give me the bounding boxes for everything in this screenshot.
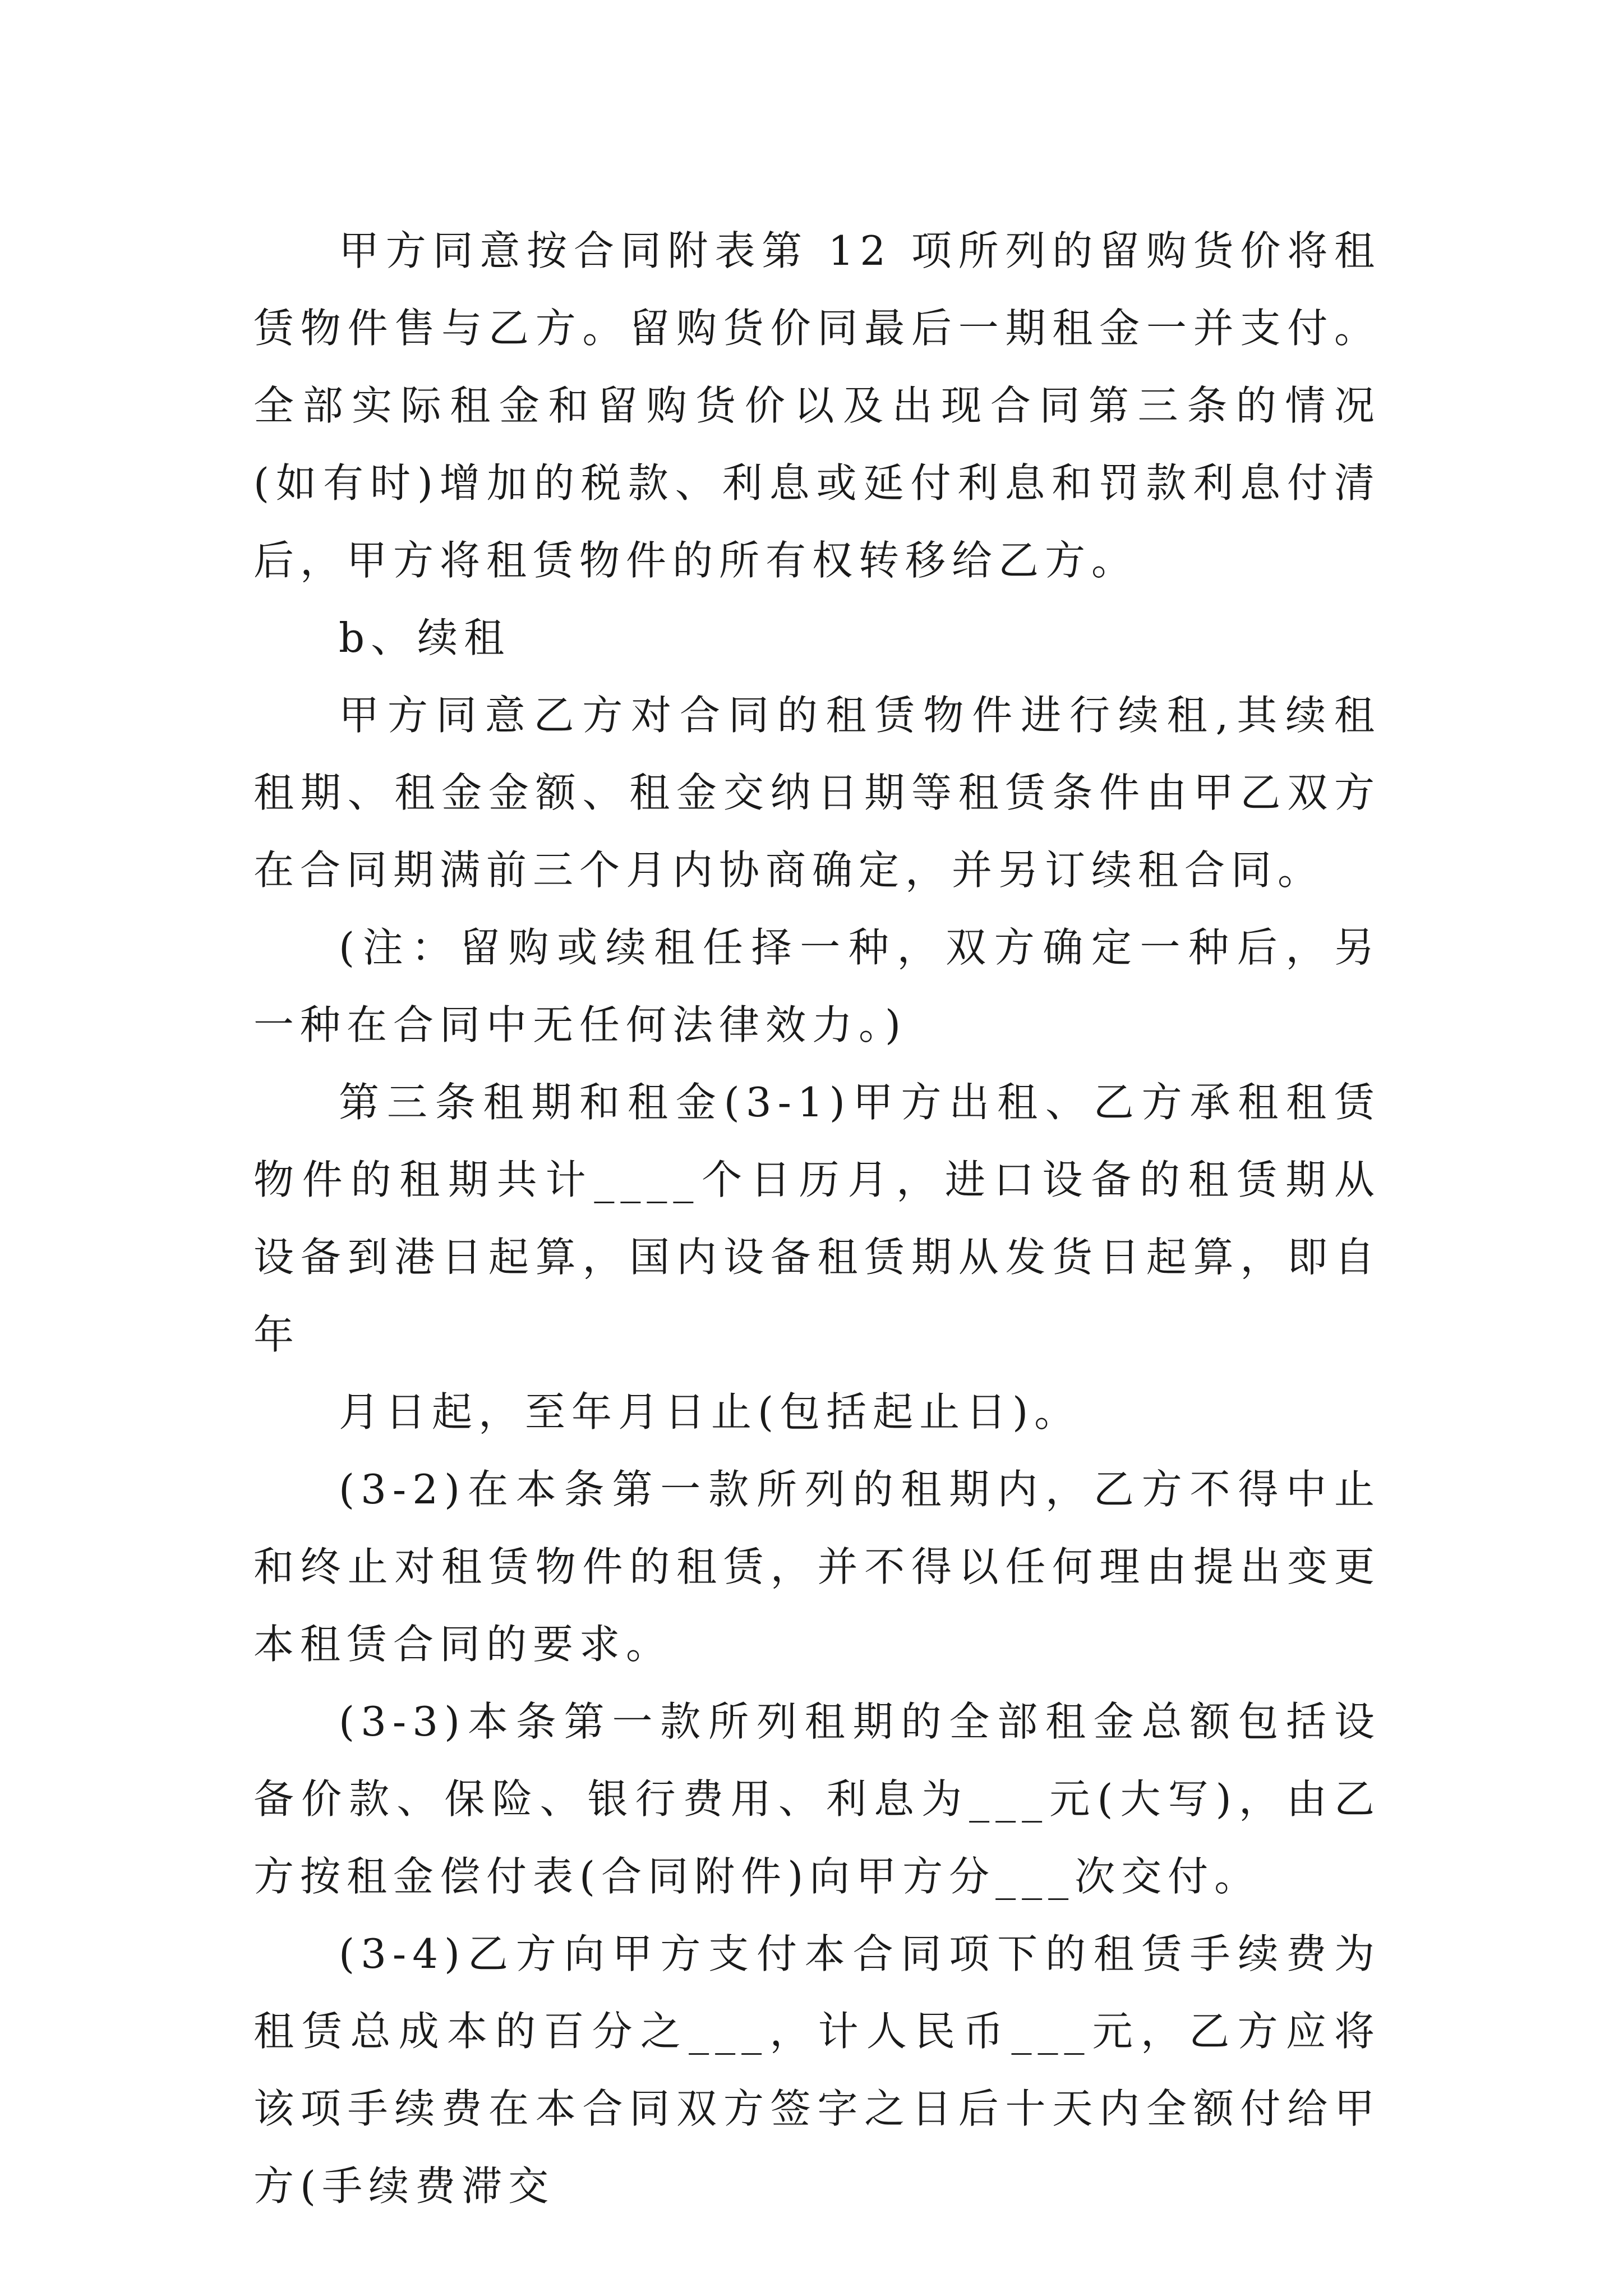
paragraph-note: (注：留购或续租任择一种，双方确定一种后，另一种在合同中无任何法律效力。) [253, 924, 1381, 1048]
paragraph-article-3-3: (3-3)本条第一款所列租期的全部租金总额包括设备价款、保险、银行费用、利息为___元(大写)，由乙方按租金偿付表(合同附件)向甲方分___次交付。 [253, 1698, 1381, 1900]
paragraph-purchase-terms: 甲方同意按合同附表第 12 项所列的留购货价将租赁物件售与乙方。留购货价同最后一期租金一并支付。全部实际租金和留购货价以及出现合同第三条的情况(如有时)增加的税款、利息或延付利息和罚款利息付清后，甲方将租赁物件的所有权转移给乙方。 [253, 227, 1381, 584]
paragraph-renewal-heading: b、续租 [339, 614, 511, 661]
paragraph-term-dates: 月日起，至年月日止(包括起止日)。 [339, 1388, 1081, 1435]
contract-body [253, 212, 1381, 2225]
paragraph-article-3-4: (3-4)乙方向甲方支付本合同项下的租赁手续费为租赁总成本的百分之___，计人民币___元，乙方应将该项手续费在本合同双方签字之日后十天内全额付给甲方(手续费滞交 [253, 1930, 1381, 2210]
paragraph-renewal-terms: 甲方同意乙方对合同的租赁物件进行续租,其续租租期、租金金额、租金交纳日期等租赁条件由甲乙双方在合同期满前三个月内协商确定，并另订续租合同。 [253, 692, 1381, 894]
paragraph-article-3-2: (3-2)在本条第一款所列的租期内，乙方不得中止和终止对租赁物件的租赁，并不得以任何理由提出变更本租赁合同的要求。 [253, 1466, 1381, 1668]
paragraph-article-3-1: 第三条租期和租金(3-1)甲方出租、乙方承租租赁物件的租期共计____个日历月，进口设备的租赁期从设备到港日起算，国内设备租赁期从发货日起算，即自年 [253, 1079, 1381, 1358]
